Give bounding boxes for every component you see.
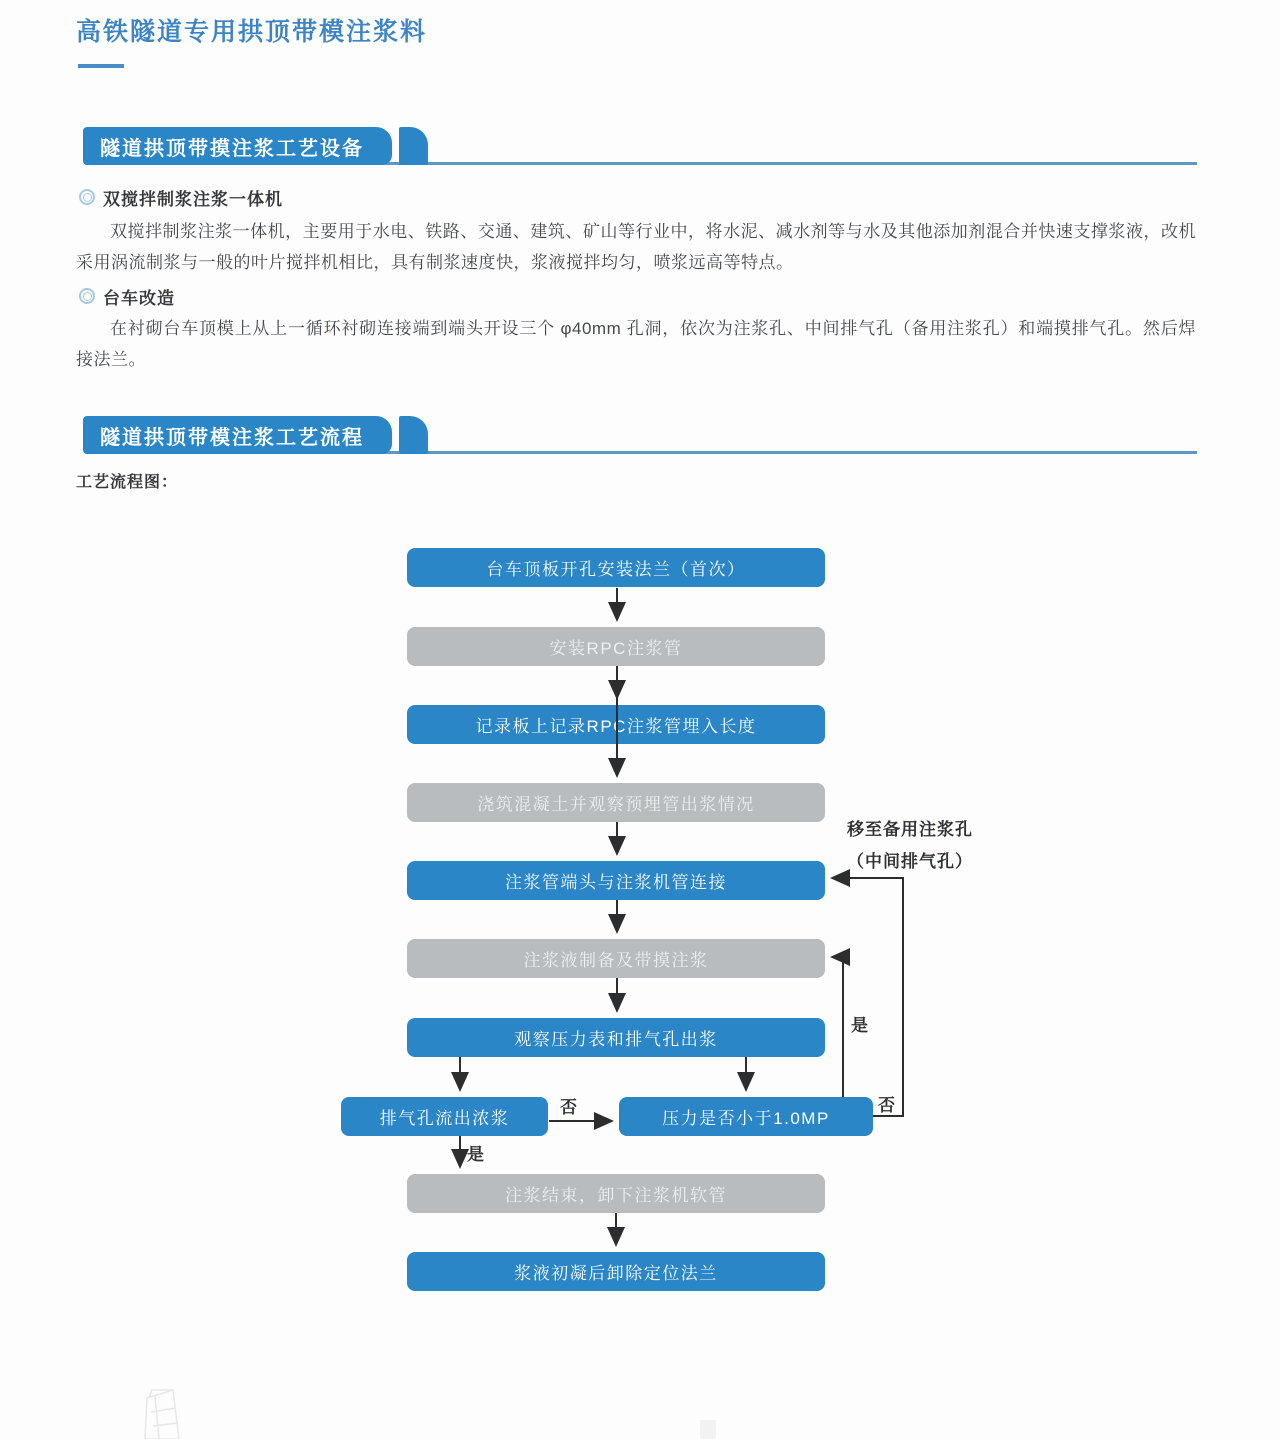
paragraph-trolley: 在衬砌台车顶模上从上一循环衬砌连接端到端头开设三个 φ40mm 孔洞，依次为注浆孔、中间排气孔（备用注浆孔）和端摸排气孔。然后焊接法兰。 <box>76 319 1196 369</box>
flowchart-caption: 工艺流程图： <box>76 474 179 491</box>
banner-fold-icon <box>399 127 428 165</box>
redirect-note-line1: 移至备用注浆孔 <box>847 820 973 839</box>
flow-step-install-rpc-pipe: 安装RPC注浆管 <box>407 627 825 666</box>
flow-step-connect-grouting-machine: 注浆管端头与注浆机管连接 <box>407 861 825 900</box>
flow-step-prepare-grout: 注浆液制备及带摸注浆 <box>407 939 825 978</box>
loop-label-no: 否 <box>878 1096 896 1115</box>
flow-step-watch-pressure-gauge: 观察压力表和排气孔出浆 <box>407 1018 825 1057</box>
building-watermark <box>125 1382 215 1439</box>
section-banner-process: 隧道拱顶带模注浆工艺流程 <box>83 416 392 454</box>
loop-label-yes: 是 <box>851 1016 869 1035</box>
branch-label-yes: 是 <box>467 1145 485 1164</box>
flow-step-grouting-finished: 注浆结束，卸下注浆机软管 <box>407 1174 825 1213</box>
title-underline <box>78 64 124 68</box>
flow-step-pour-concrete-observe: 浇筑混凝土并观察预埋管出浆情况 <box>407 783 825 822</box>
page-title: 高铁隧道专用拱顶带模注浆料 <box>76 18 428 46</box>
page-artifact <box>700 1420 716 1439</box>
paragraph-mixer: 双搅拌制浆注浆一体机，主要用于水电、铁路、交通、建筑、矿山等行业中，将水泥、减水剂等与水及其他添加剂混合并快速支撑浆液，改机采用涡流制浆与一般的叶片搅拌机相比，具有制浆速度快，浆液搅拌均匀，喷浆远高等特点。 <box>76 222 1196 272</box>
redirect-note-line2: （中间排气孔） <box>847 852 973 871</box>
flow-step-open-hole-install-flange: 台车顶板开孔安装法兰（首次） <box>407 548 825 587</box>
banner-fold-icon <box>399 416 428 454</box>
flow-step-vent-hole-thick-grout: 排气孔流出浓浆 <box>341 1097 548 1136</box>
flow-step-record-pipe-length: 记录板上记录RPC注浆管埋入长度 <box>407 705 825 744</box>
list-item-title: 台车改造 <box>103 289 175 308</box>
flow-step-pressure-check: 压力是否小于1.0MP <box>619 1097 873 1136</box>
list-item-title: 双搅拌制浆注浆一体机 <box>103 190 283 209</box>
flow-step-remove-flange: 浆液初凝后卸除定位法兰 <box>407 1252 825 1291</box>
branch-label-no: 否 <box>560 1098 578 1117</box>
double-circle-bullet-icon <box>79 288 95 304</box>
section-banner-equipment: 隧道拱顶带摸注浆工艺设备 <box>83 127 392 165</box>
double-circle-bullet-icon <box>79 189 95 205</box>
